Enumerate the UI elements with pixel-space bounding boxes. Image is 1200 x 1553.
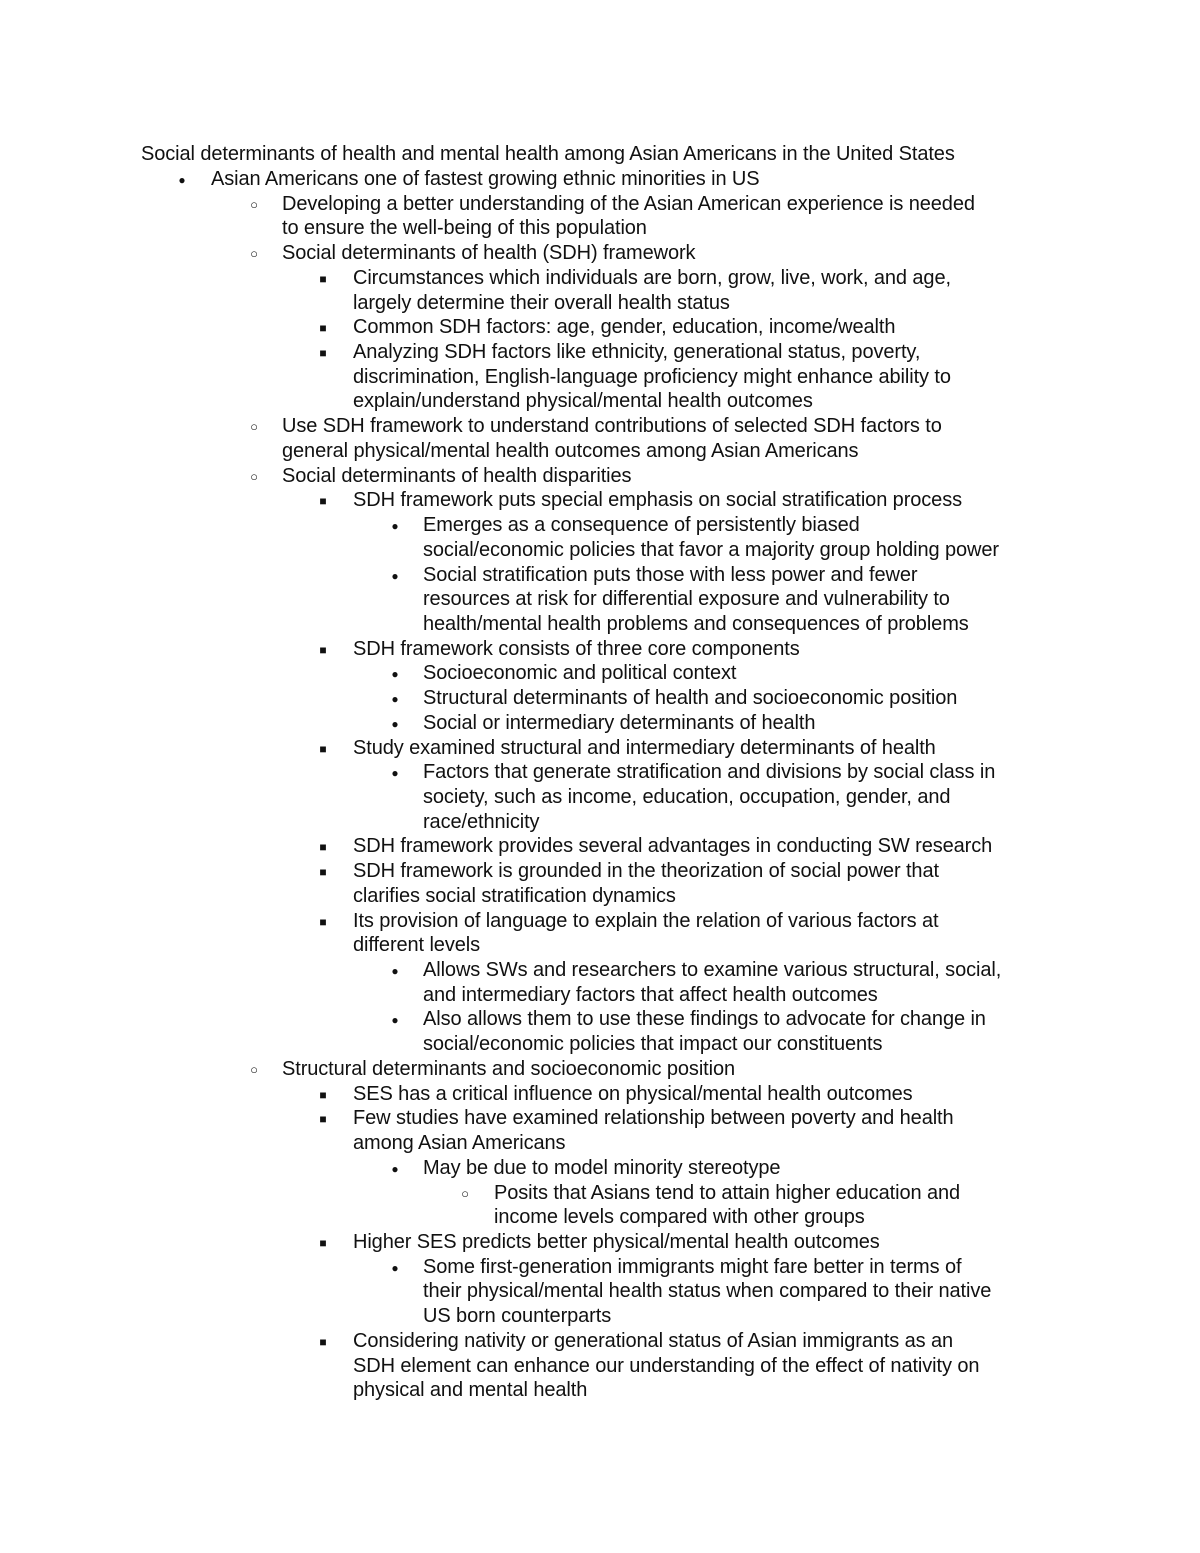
disc-bullet-icon — [385, 513, 405, 539]
outline-line-level-3: Analyzing SDH factors like ethnicity, generational status, poverty, — [353, 341, 921, 364]
outline-line-level-3: Higher SES predicts better physical/mental health outcomes — [353, 1230, 880, 1253]
outline-line-level-3: physical and mental health — [353, 1379, 588, 1402]
disc-bullet-icon — [385, 1255, 405, 1281]
outline-line-level-4: health/mental health problems and consequences of problems — [423, 612, 969, 635]
outline-line-level-3: SDH framework consists of three core components — [353, 637, 800, 660]
square-bullet-icon — [313, 736, 333, 762]
square-bullet-icon — [313, 1106, 333, 1132]
outline-line-level-3: clarifies social stratification dynamics — [353, 884, 676, 907]
outline-line-level-2: to ensure the well-being of this population — [282, 217, 647, 240]
square-bullet-icon — [313, 834, 333, 860]
outline-line-level-4: social/economic policies that impact our constituents — [423, 1033, 883, 1056]
outline-line-level-2: Social determinants of health disparities — [282, 464, 632, 487]
outline-line-level-3: SDH framework provides several advantages in conducting SW research — [353, 835, 993, 858]
square-bullet-icon — [313, 1082, 333, 1108]
circle-bullet-icon — [455, 1181, 475, 1207]
outline-line-level-3: largely determine their overall health status — [353, 291, 730, 314]
outline-line-level-3: SES has a critical influence on physical/mental health outcomes — [353, 1082, 913, 1105]
outline-line-level-3: SDH framework is grounded in the theorization of social power that — [353, 860, 939, 883]
outline-line-level-3: different levels — [353, 934, 480, 957]
outline-line-level-2: Developing a better understanding of the Asian American experience is needed — [282, 192, 975, 215]
square-bullet-icon — [313, 266, 333, 292]
outline-line-level-3: discrimination, English-language proficiency might enhance ability to — [353, 365, 951, 388]
square-bullet-icon — [313, 488, 333, 514]
square-bullet-icon — [313, 859, 333, 885]
outline-line-level-2: Structural determinants and socioeconomic position — [282, 1057, 736, 1080]
square-bullet-icon — [313, 637, 333, 663]
outline-line-level-2: Social determinants of health (SDH) framework — [282, 242, 696, 265]
outline-line-level-4: May be due to model minority stereotype — [423, 1156, 781, 1179]
disc-bullet-icon — [385, 563, 405, 589]
disc-bullet-icon — [385, 661, 405, 687]
outline-line-level-4: race/ethnicity — [423, 810, 540, 833]
outline-line-level-1: Asian Americans one of fastest growing ethnic minorities in US — [211, 168, 760, 190]
outline-line-level-4: Structural determinants of health and socioeconomic position — [423, 687, 958, 710]
square-bullet-icon — [313, 1329, 333, 1355]
outline-line-level-2: general physical/mental health outcomes among Asian Americans — [282, 439, 859, 462]
outline-line-level-4: and intermediary factors that affect health outcomes — [423, 983, 878, 1006]
disc-bullet-icon — [385, 1156, 405, 1182]
outline-line-level-3: Considering nativity or generational status of Asian immigrants as an — [353, 1329, 954, 1352]
disc-bullet-icon — [385, 958, 405, 984]
outline-line-level-4: Allows SWs and researchers to examine various structural, social, — [423, 959, 1002, 982]
circle-bullet-icon — [244, 241, 264, 267]
outline-line-level-3: SDH framework puts special emphasis on social stratification process — [353, 489, 963, 512]
outline-line-level-4: Factors that generate stratification and divisions by social class in — [423, 761, 996, 784]
circle-bullet-icon — [244, 464, 264, 490]
disc-bullet-icon — [385, 711, 405, 737]
document-title: Social determinants of health and mental health among Asian Americans in the United States — [141, 143, 955, 165]
outline-line-level-4: Social stratification puts those with less power and fewer — [423, 563, 918, 586]
outline-line-level-3: Its provision of language to explain the relation of various factors at — [353, 909, 939, 932]
outline-line-level-4: society, such as income, education, occupation, gender, and — [423, 786, 951, 808]
disc-bullet-icon — [385, 1007, 405, 1033]
disc-bullet-icon — [385, 686, 405, 712]
outline-line-level-3: Common SDH factors: age, gender, education, income/wealth — [353, 316, 896, 339]
outline-line-level-4: Socioeconomic and political context — [423, 662, 737, 685]
outline-line-level-3: Few studies have examined relationship between poverty and health — [353, 1107, 954, 1130]
outline-line-level-4: their physical/mental health status when compared to their native — [423, 1280, 992, 1303]
outline-line-level-3: among Asian Americans — [353, 1132, 566, 1155]
outline-line-level-4: Also allows them to use these findings to advocate for change in — [423, 1008, 986, 1031]
outline-line-level-3: Study examined structural and intermediary determinants of health — [353, 736, 936, 759]
outline-line-level-3: SDH element can enhance our understanding of the effect of nativity on — [353, 1354, 980, 1377]
outline-line-level-3: Circumstances which individuals are born, grow, live, work, and age, — [353, 266, 951, 289]
outline-line-level-4: Some first-generation immigrants might fare better in terms of — [423, 1255, 962, 1278]
outline-line-level-5: Posits that Asians tend to attain higher education and — [494, 1181, 961, 1204]
outline-line-level-4: resources at risk for differential exposure and vulnerability to — [423, 588, 950, 611]
outline-line-level-2: Use SDH framework to understand contributions of selected SDH factors to — [282, 415, 942, 438]
disc-bullet-icon — [385, 760, 405, 786]
disc-bullet-icon — [172, 167, 192, 193]
circle-bullet-icon — [244, 414, 264, 440]
circle-bullet-icon — [244, 192, 264, 218]
square-bullet-icon — [313, 340, 333, 366]
square-bullet-icon — [313, 909, 333, 935]
outline-line-level-3: explain/understand physical/mental health outcomes — [353, 390, 813, 413]
outline-line-level-4: social/economic policies that favor a majority group holding power — [423, 538, 999, 561]
square-bullet-icon — [313, 315, 333, 341]
outline-line-level-4: US born counterparts — [423, 1305, 612, 1328]
outline-line-level-4: Social or intermediary determinants of health — [423, 711, 816, 734]
square-bullet-icon — [313, 1230, 333, 1256]
outline-line-level-5: income levels compared with other groups — [494, 1206, 865, 1229]
circle-bullet-icon — [244, 1057, 264, 1083]
outline-line-level-4: Emerges as a consequence of persistently biased — [423, 514, 860, 537]
